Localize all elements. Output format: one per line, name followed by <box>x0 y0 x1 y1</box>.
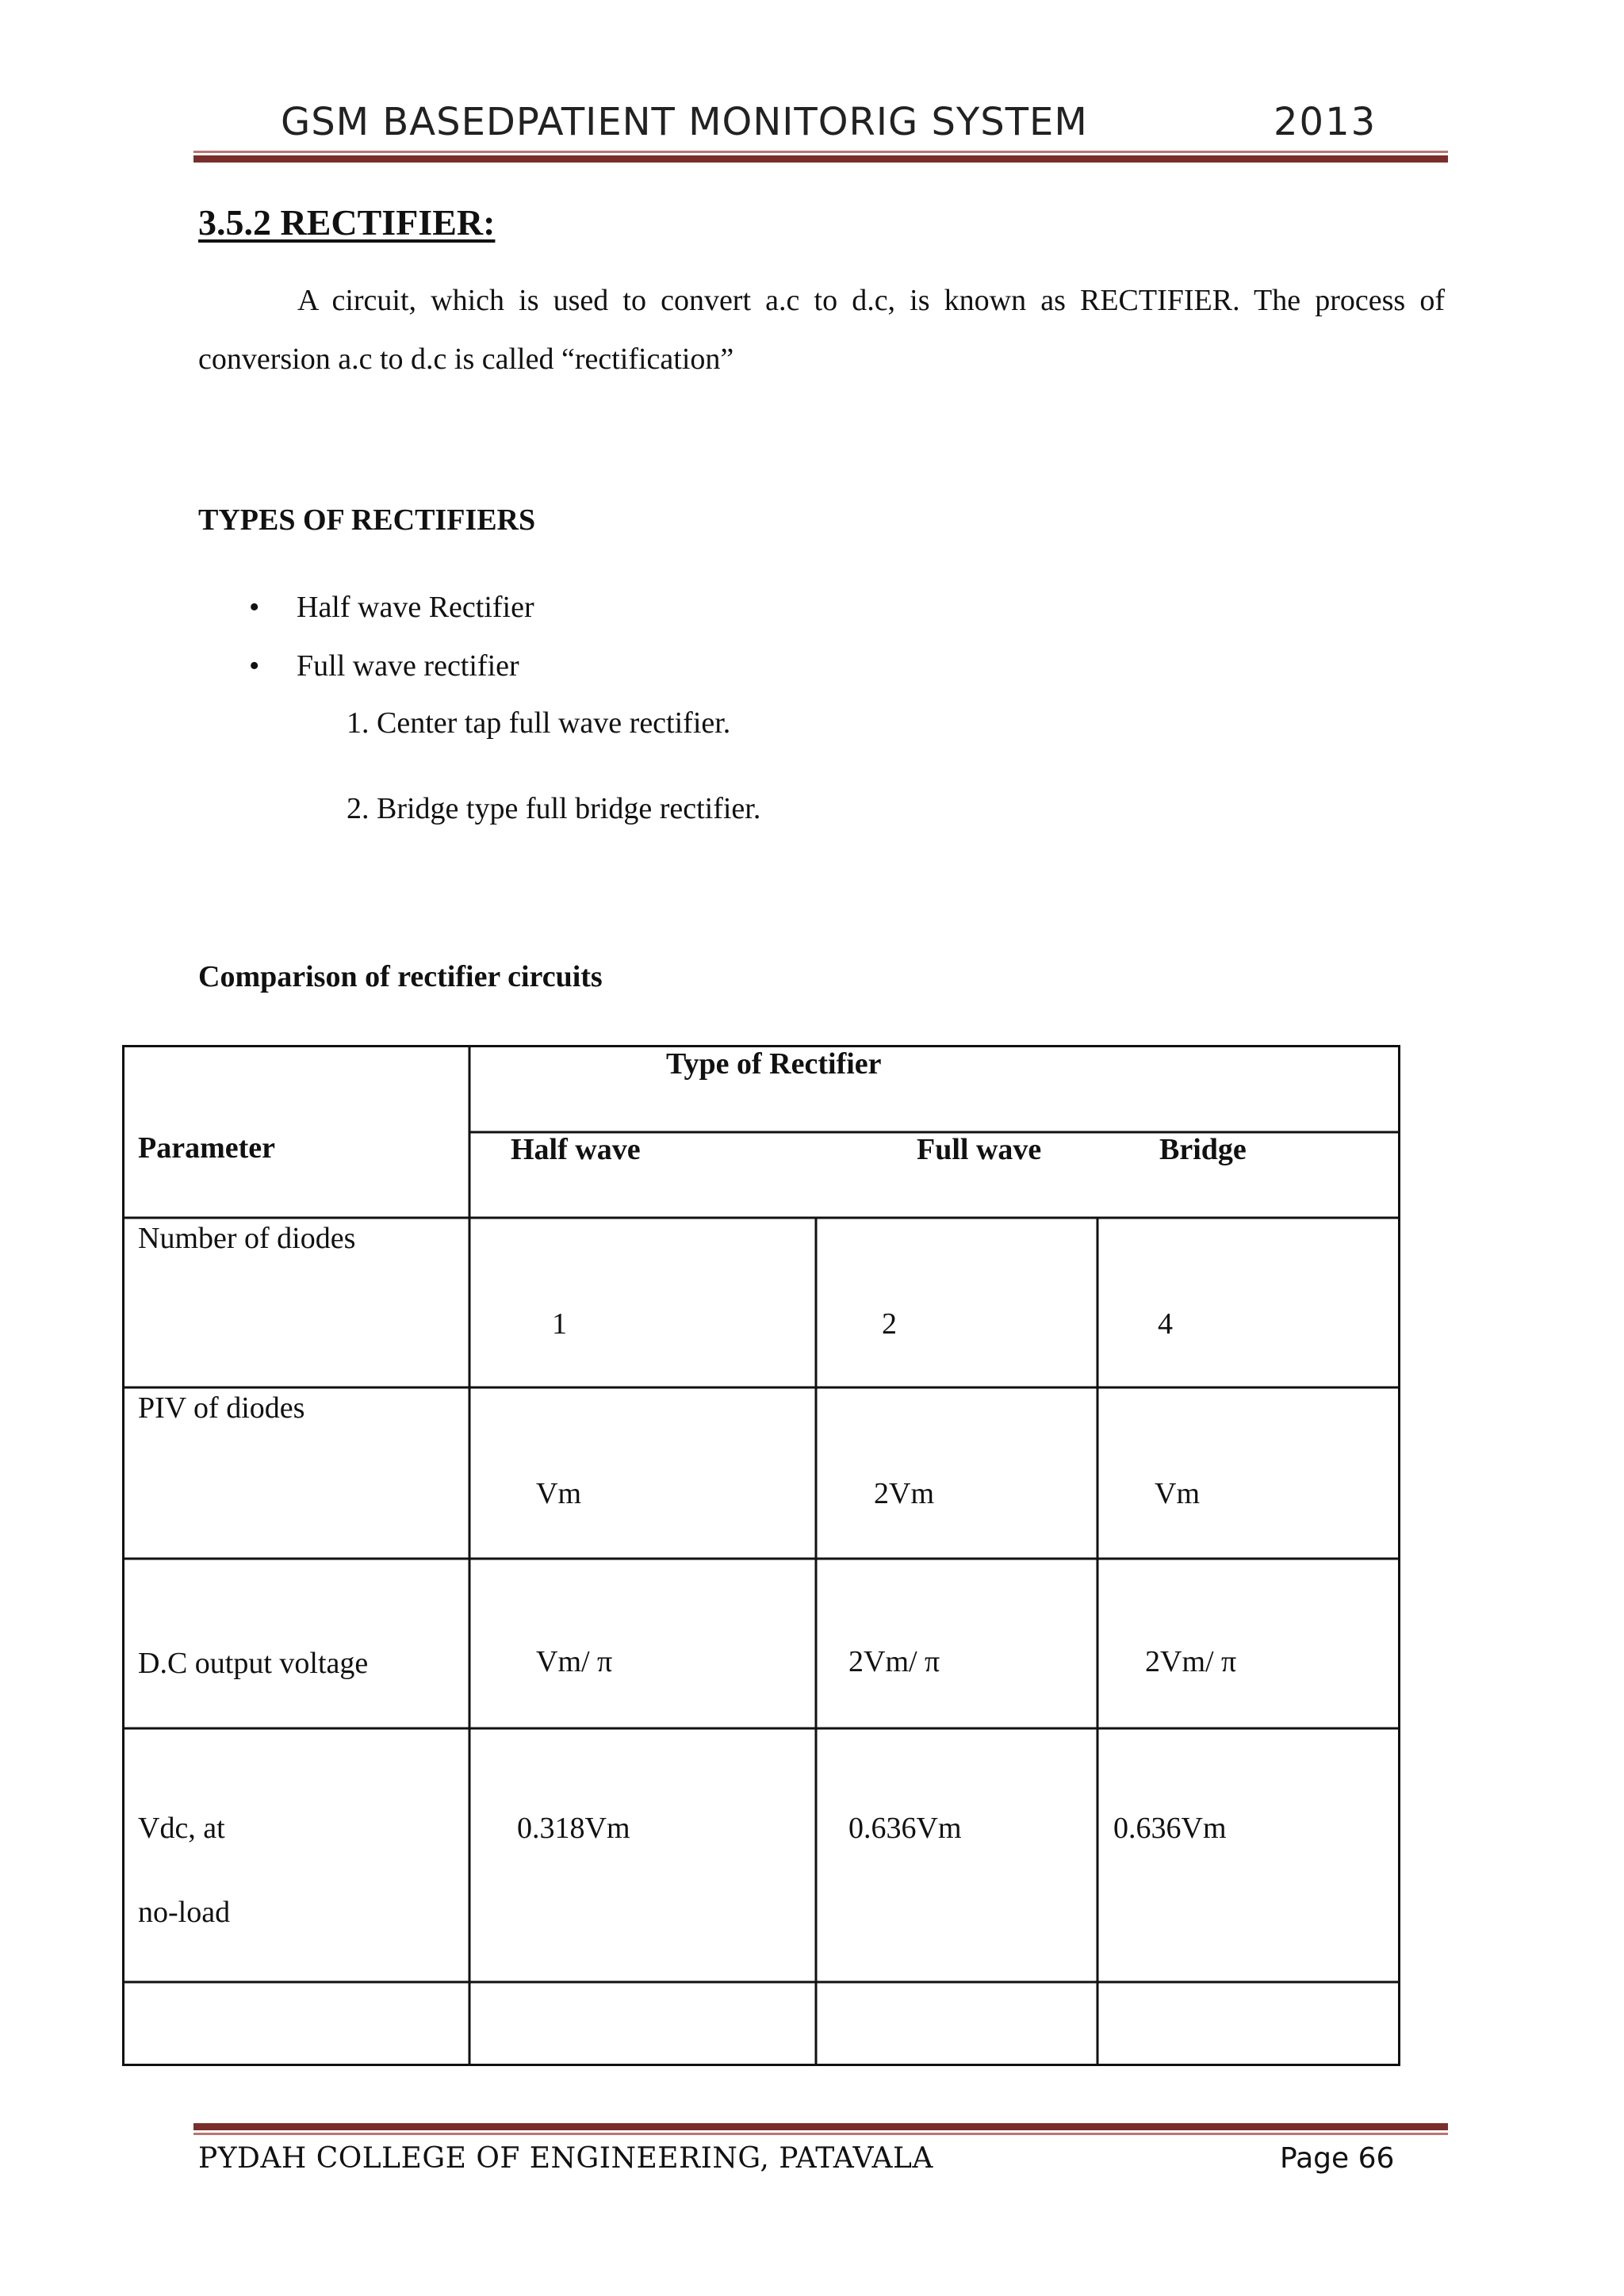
cell-half-wave-vdc: 0.318Vm <box>517 1812 630 1845</box>
section-heading: 3.5.2 RECTIFIER: <box>198 202 496 243</box>
column-header-half-wave: Half wave <box>511 1133 641 1166</box>
types-heading: TYPES OF RECTIFIERS <box>198 503 536 537</box>
cell-full-wave-piv: 2Vm <box>874 1477 934 1510</box>
header-rule <box>193 151 1448 163</box>
running-header-title: GSM BASEDPATIENT MONITORIG SYSTEM <box>281 100 1088 144</box>
bullet-dot-icon: • <box>249 649 260 683</box>
row-label-dc-output-voltage: D.C output voltage <box>138 1647 369 1680</box>
cell-bridge-piv: Vm <box>1155 1477 1200 1510</box>
comparison-table <box>122 1045 1400 2066</box>
cell-bridge-dc-output: 2Vm/ π <box>1145 1645 1237 1678</box>
cell-half-wave-diodes: 1 <box>552 1307 567 1341</box>
sub-item: 2. Bridge type full bridge rectifier. <box>347 792 761 825</box>
parameter-header: Parameter <box>138 1131 275 1165</box>
sub-item: 1. Center tap full wave rectifier. <box>347 706 731 740</box>
footer-page-number: Page 66 <box>1280 2142 1395 2175</box>
column-header-bridge: Bridge <box>1159 1133 1247 1166</box>
cell-full-wave-dc-output: 2Vm/ π <box>848 1645 940 1678</box>
cell-half-wave-piv: Vm <box>536 1477 581 1510</box>
cell-full-wave-vdc: 0.636Vm <box>848 1812 962 1845</box>
cell-full-wave-diodes: 2 <box>882 1307 897 1341</box>
running-header-year: 2013 <box>1274 100 1377 144</box>
comparison-heading: Comparison of rectifier circuits <box>198 960 603 993</box>
bullet-text: Half wave Rectifier <box>297 591 534 624</box>
column-header-full-wave: Full wave <box>917 1133 1042 1166</box>
footer-institution: PYDAH COLLEGE OF ENGINEERING, PATAVALA <box>198 2142 933 2175</box>
bullet-item <box>249 649 519 683</box>
row-label-vdc-line-2: no-load <box>138 1896 231 1929</box>
row-label-number-of-diodes: Number of diodes <box>138 1222 356 1255</box>
bullet-text: Full wave rectifier <box>297 649 519 683</box>
type-of-rectifier-header: Type of Rectifier <box>666 1047 882 1081</box>
bullet-item <box>249 590 534 625</box>
table-grid <box>122 1045 1400 2066</box>
cell-bridge-vdc: 0.636Vm <box>1113 1812 1227 1845</box>
row-label-piv-of-diodes: PIV of diodes <box>138 1391 305 1425</box>
cell-half-wave-dc-output: Vm/ π <box>536 1645 613 1678</box>
row-label-vdc-line-1: Vdc, at <box>138 1812 225 1845</box>
bullet-dot-icon: • <box>249 591 260 624</box>
intro-paragraph: A circuit, which is used to convert a.c to d.c, is known as RECTIFIER. The process of conversion a.c to d.c is called “rectification” <box>198 284 1445 376</box>
footer-rule <box>193 2123 1448 2135</box>
cell-bridge-diodes: 4 <box>1158 1307 1173 1341</box>
